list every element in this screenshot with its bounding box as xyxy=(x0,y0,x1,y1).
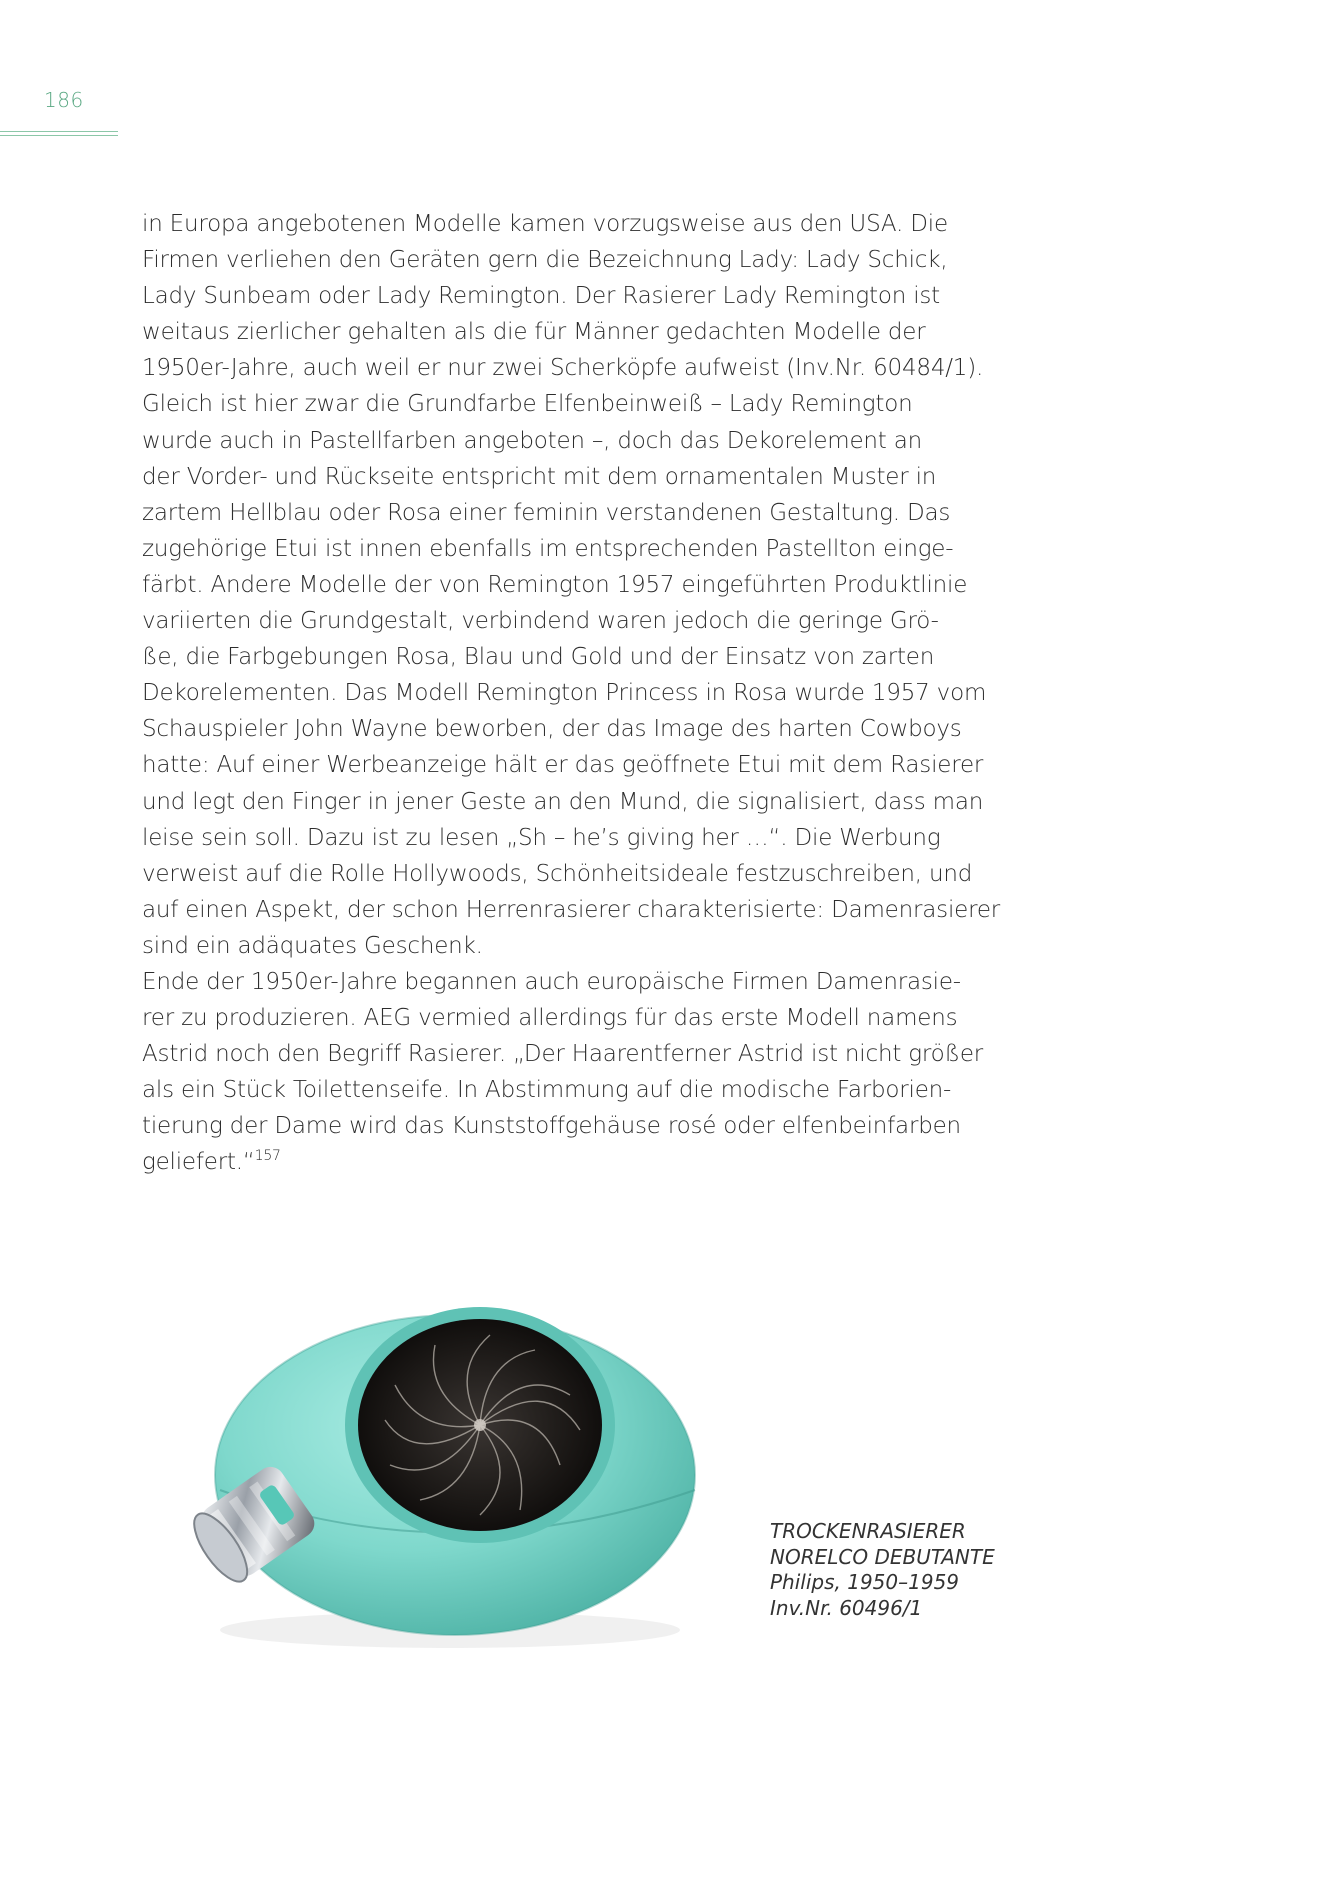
body-line-last xyxy=(142,1144,1042,1180)
body-line: hatte: Auf einer Werbeanzeige hält er das geöffnete Etui mit dem Rasierer xyxy=(142,752,984,779)
body-line: ße, die Farbgebungen Rosa, Blau und Gold und der Einsatz von zarten xyxy=(142,644,935,671)
body-line: sind ein adäquates Geschenk. xyxy=(142,932,483,959)
body-line: Dekorelementen. Das Modell Remington Princess in Rosa wurde 1957 vom xyxy=(142,680,987,707)
caption-maker-date: Philips, 1950–1959 xyxy=(770,1570,960,1594)
body-line: weitaus zierlicher gehalten als die für Männer gedachten Modelle der xyxy=(142,319,926,346)
body-line: wurde auch in Pastellfarben angeboten –, doch das Dekorelement an xyxy=(142,427,923,454)
body-line: auf einen Aspekt, der schon Herrenrasierer charakterisierte: Damenrasierer xyxy=(142,896,1001,923)
body-line: der Vorder- und Rückseite entspricht mit dem ornamentalen Muster in xyxy=(142,463,937,490)
body-line: Ende der 1950er-Jahre begannen auch europäische Firmen Damenrasie- xyxy=(142,968,961,995)
body-line: tierung der Dame wird das Kunststoffgehäuse rosé oder elfenbeinfarben xyxy=(142,1113,961,1140)
body-line: Lady Sunbeam oder Lady Remington. Der Rasierer Lady Remington ist xyxy=(142,283,940,310)
body-text xyxy=(142,206,1042,1181)
header-rule-bottom xyxy=(0,135,118,136)
caption-inventory-number: Inv.Nr. 60496/1 xyxy=(770,1595,923,1620)
body-line: zartem Hellblau oder Rosa einer feminin verstandenen Gestaltung. Das xyxy=(142,499,951,526)
body-line: in Europa angebotenen Modelle kamen vorzugsweise aus den USA. Die xyxy=(142,211,948,237)
body-line: zugehörige Etui ist innen ebenfalls im entsprechenden Pastellton einge- xyxy=(142,535,954,562)
body-line-text: geliefert.“ xyxy=(142,1149,255,1176)
header-rule-top xyxy=(0,131,118,132)
figure-caption xyxy=(770,1519,995,1621)
caption-model: NORELCO DEBUTANTE xyxy=(770,1544,995,1569)
body-line: Firmen verliehen den Geräten gern die Bezeichnung Lady: Lady Schick, xyxy=(142,247,948,274)
body-line: als ein Stück Toilettenseife. In Abstimmung auf die modische Farborien- xyxy=(142,1077,952,1104)
body-line: Schauspieler John Wayne beworben, der das Image des harten Cowboys xyxy=(142,716,962,743)
body-line: verweist auf die Rolle Hollywoods, Schönheitsideale festzuschreiben, und xyxy=(142,860,973,887)
body-line: rer zu produzieren. AEG vermied allerdings für das erste Modell namens xyxy=(142,1005,958,1032)
footnote-reference[interactable]: 157 xyxy=(254,1148,281,1165)
body-line: färbt. Andere Modelle der von Remington 1957 eingeführten Produktlinie xyxy=(142,571,968,598)
page-number: 186 xyxy=(44,88,84,112)
shaver-photo xyxy=(150,1275,720,1675)
body-line: 1950er-Jahre, auch weil er nur zwei Scherköpfe aufweist (Inv.Nr. 60484/1). xyxy=(142,355,984,382)
body-line: leise sein soll. Dazu ist zu lesen „Sh – he’s giving her …“. Die Werbung xyxy=(142,824,941,851)
body-line: Gleich ist hier zwar die Grundfarbe Elfenbeinweiß – Lady Remington xyxy=(142,391,913,418)
body-line: und legt den Finger in jener Geste an den Mund, die signalisiert, dass man xyxy=(142,788,984,815)
caption-title: TROCKENRASIERER xyxy=(770,1519,966,1543)
body-line: variierten die Grundgestalt, verbindend waren jedoch die geringe Grö- xyxy=(142,608,939,635)
body-line: Astrid noch den Begriff Rasierer. „Der Haarentferner Astrid ist nicht größer xyxy=(142,1041,984,1068)
